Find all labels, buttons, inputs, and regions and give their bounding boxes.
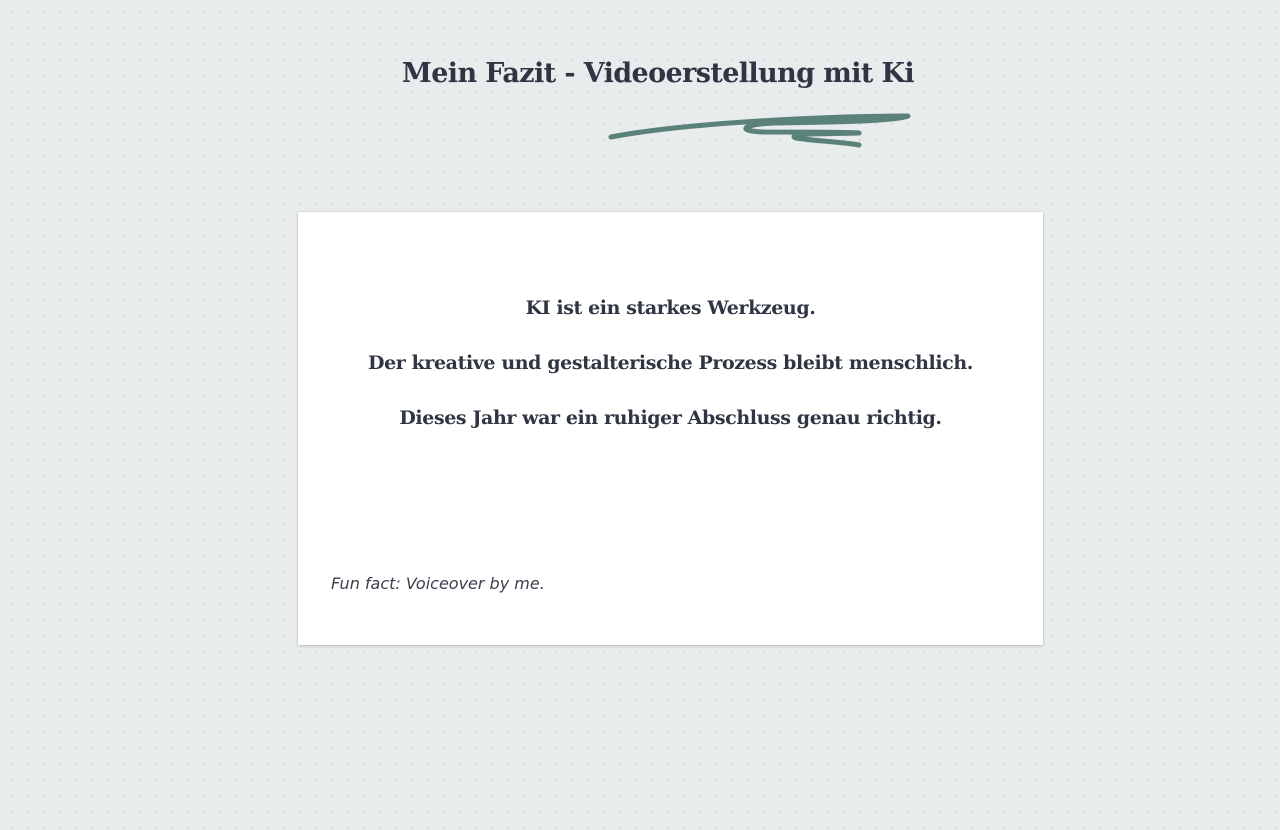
conclusion-statements [298, 296, 1043, 461]
page-title: Mein Fazit - Videoerstellung mit Ki [401, 58, 915, 89]
conclusion-card [298, 212, 1043, 645]
fun-fact-note: Fun fact: Voiceover by me. [331, 574, 545, 593]
underline-scribble-decoration [604, 108, 916, 154]
statement-line: Der kreative und gestalterische Prozess bleibt menschlich. [368, 352, 973, 374]
statement-line: KI ist ein starkes Werkzeug. [525, 297, 816, 319]
statement-line: Dieses Jahr war ein ruhiger Abschluss genau richtig. [399, 407, 942, 429]
